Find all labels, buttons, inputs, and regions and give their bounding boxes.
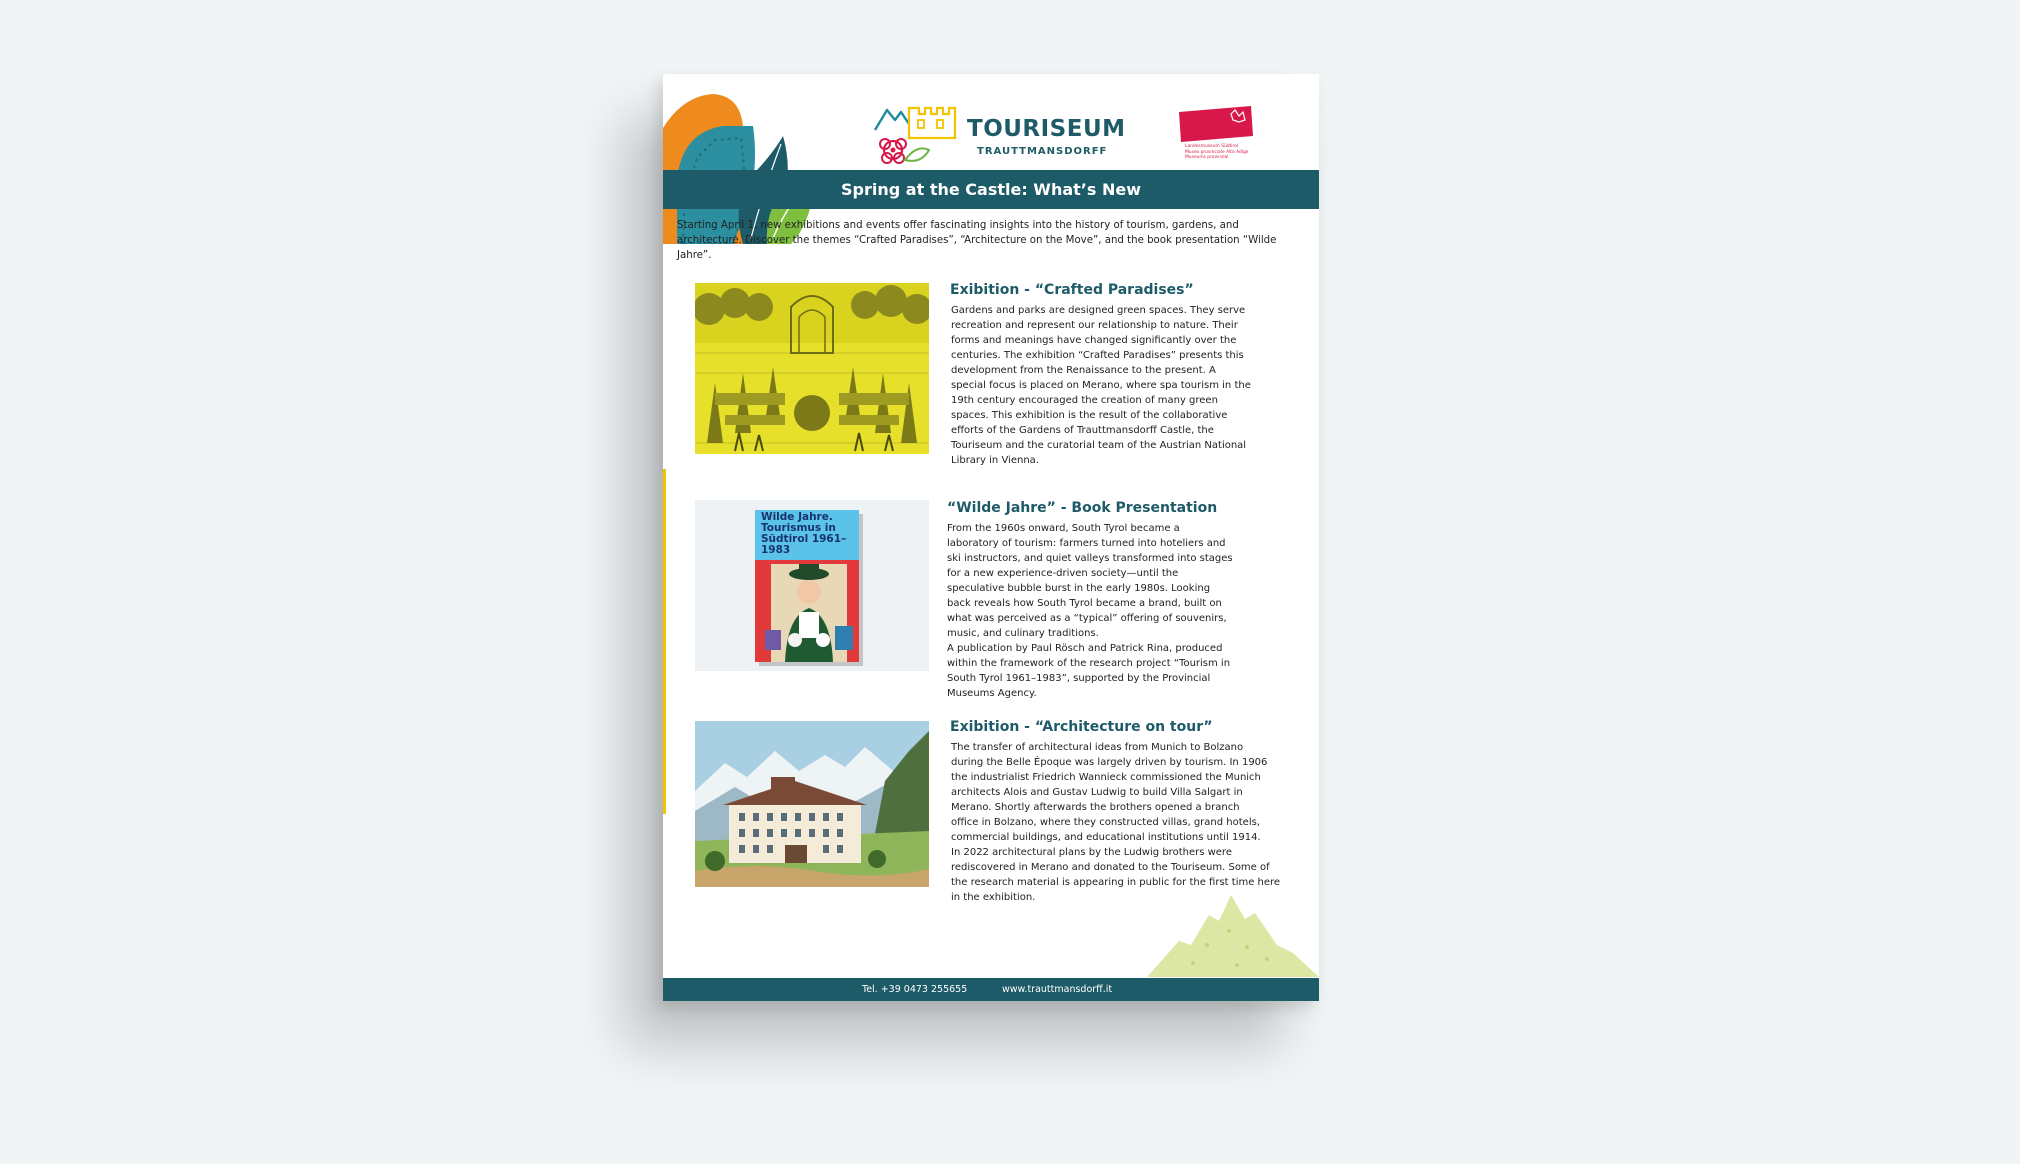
section-body-architecture-on-tour: The transfer of architectural ideas from Munich to Bolzano during the Belle Époque was largely driven by tourism. In 1906 the industrialist Friedrich Wannieck commissioned the Munich architects Alois and Gustav Ludwig to build Villa Salgart in Merano. Shortly afterwards the brothers opened a branch office in Bolzano, where they constructed villas, grand hotels, commercial buildings, and educational institutions until 1914. In 2022 architectural plans by the Ludwig brothers were rediscovered in Merano and donated to the Touriseum. Some of the research material is appearing in public for the first time here in the exhibition. — [951, 742, 1281, 903]
museum-text — [1185, 144, 1269, 161]
section-body-crafted-paradises: Gardens and parks are designed green spaces. They serve recreation and represent our relationship to nature. Their forms and meanings have changed significantly over the centuries. The exhibition “Crafted Paradises” presents this development from the Renaissance to the present. A special focus is placed on Merano, where spa tourism in the 19th century encouraged the creation of many green spaces. This exhibition is the result of the collaborative efforts of the Gardens of Trauttmansdorff Castle, the Touriseum and the curatorial team of the Austrian National Library in Vienna. — [951, 305, 1251, 466]
section-title-wilde-jahre: “Wilde Jahre” - Book Presentation — [947, 500, 1218, 516]
footer-phone: Tel. +39 0473 255655 — [862, 984, 968, 995]
museum-line: Museo provinciale Alto Adige — [1185, 149, 1249, 155]
section-image-book — [695, 500, 929, 671]
accent-bar — [663, 469, 666, 814]
castle-mountain-flower-icon — [871, 98, 963, 170]
footer-bar — [663, 978, 1319, 1001]
hotel-postcard-image-icon — [695, 721, 929, 887]
section-image-garden — [695, 283, 929, 454]
section-title-crafted-paradises: Exibition - “Crafted Paradises” — [950, 282, 1194, 298]
book-cover-title: Wilde Jahre. Tourismus in Südtirol 1961–1983 — [761, 511, 847, 556]
museum-logo — [1179, 106, 1269, 170]
section-body-wilde-jahre: From the 1960s onward, South Tyrol became a laboratory of tourism: farmers turned into hoteliers and ski instructors, and quiet valleys transformed into stages for a new experience-driven society—until the speculative bubble burst in the early 1980s. Looking back reveals how South Tyrol became a brand, built on what was perceived as a “typical” offering of souvenirs, music, and culinary traditions. A publication by Paul Rösch and Patrick Rina, produced within the framework of the research project “Tourism in South Tyrol 1961–1983”, supported by the Provincial Museums Agency. — [947, 523, 1233, 699]
museum-line: Museums provinzial — [1185, 155, 1229, 161]
mountain-decoration-icon — [1147, 895, 1319, 977]
page-title: Spring at the Castle: What’s New — [663, 170, 1319, 209]
touriseum-logo — [871, 98, 1126, 172]
garden-engraving-image-icon — [695, 283, 929, 454]
museum-line: Landesmuseum Südtirol — [1185, 144, 1239, 149]
intro-paragraph: Starting April 1, new exhibitions and events offer fascinating insights into the history of tourism, gardens, and architecture. Discover the themes “Crafted Paradises”, “Architecture on the Move”, and the book presentation “Wilde Jahre”. — [677, 220, 1277, 261]
logo-subtitle: TRAUTTMANSDORFF — [977, 146, 1108, 157]
logo-title: TOURISEUM — [967, 116, 1126, 142]
footer-website-link[interactable]: www.trauttmansdorff.it — [1002, 984, 1113, 995]
section-image-hotel — [695, 721, 929, 887]
section-title-architecture-on-tour: Exibition - “Architecture on tour” — [950, 719, 1213, 735]
museum-emblem-icon — [1179, 106, 1253, 142]
flyer-page — [663, 74, 1319, 1001]
